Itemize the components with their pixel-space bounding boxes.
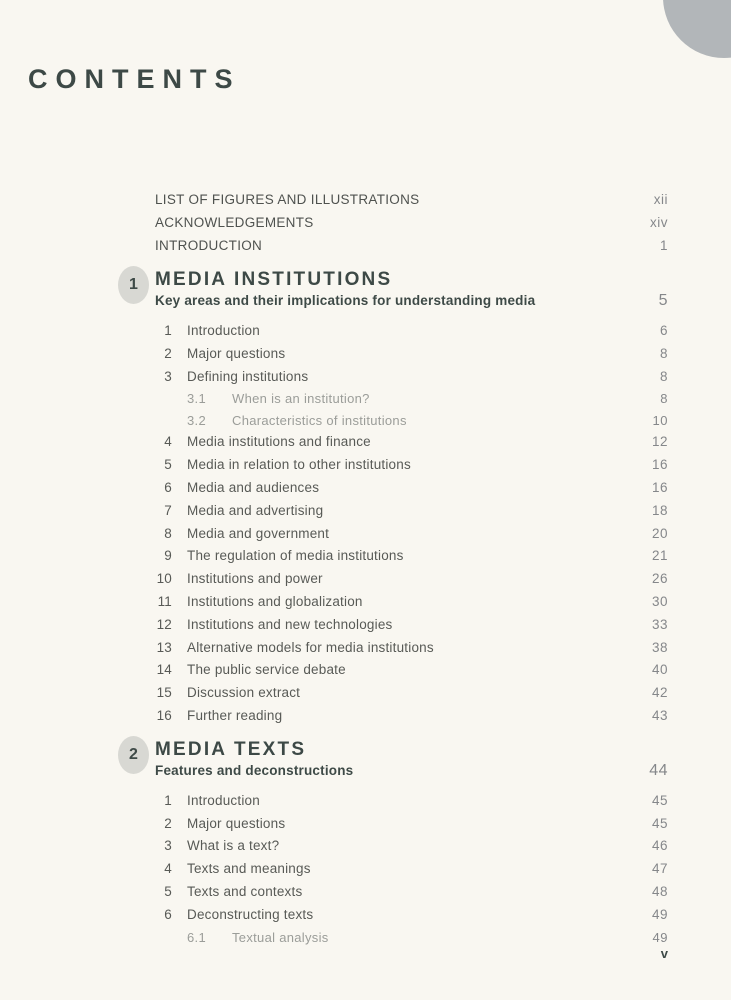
- toc-item-number: 16: [156, 707, 172, 723]
- toc-subitem-number: 3.1: [187, 391, 206, 407]
- toc-subitem-row: [118, 927, 668, 949]
- chapter-subtitle-line: [155, 291, 668, 311]
- chapter-section-1: [118, 266, 668, 728]
- page-number: 8: [660, 391, 668, 407]
- chapter-subtitle-line: [155, 761, 668, 781]
- chapter-1-number-badge: [118, 266, 149, 304]
- toc-item-row: [118, 682, 668, 705]
- chapter-1-item-list: [118, 320, 668, 728]
- toc-item-number: 3: [164, 368, 172, 384]
- toc-item-label: Institutions and new technologies: [187, 616, 393, 632]
- toc-item-row: [118, 637, 668, 660]
- toc-subitem-label: Textual analysis: [232, 929, 329, 945]
- toc-item-row: [118, 568, 668, 591]
- toc-item-label: The public service debate: [187, 662, 346, 678]
- footer-page-number: v: [660, 946, 668, 961]
- front-matter-row: [118, 234, 668, 257]
- toc-item-row: [118, 320, 668, 343]
- page-number: xiv: [650, 215, 668, 230]
- page-number: 40: [651, 662, 668, 678]
- toc-item-number: 8: [164, 525, 172, 541]
- toc-item-row: [118, 835, 668, 858]
- toc-item-label: Introduction: [187, 323, 260, 338]
- front-matter-label: LIST OF FIGURES AND ILLUSTRATIONS: [155, 192, 420, 207]
- chapter-title: MEDIA TEXTS: [155, 738, 307, 760]
- page-number: 30: [651, 593, 668, 609]
- toc-item-row: [118, 500, 668, 523]
- page-number: 49: [652, 929, 668, 945]
- front-matter-label: ACKNOWLEDGEMENTS: [155, 215, 314, 230]
- toc-item-label: The regulation of media institutions: [187, 548, 404, 564]
- page-number: xii: [653, 192, 668, 207]
- toc-subitem-row: [118, 410, 668, 432]
- page-number: 46: [651, 838, 668, 854]
- toc-item-number: 4: [164, 861, 172, 877]
- toc-item-number: 4: [164, 434, 172, 450]
- chapter-page-number: 44: [649, 761, 668, 779]
- page-number: 48: [651, 883, 668, 899]
- toc-subitem-number: 6.1: [187, 929, 206, 945]
- toc-item-number: 10: [156, 571, 172, 587]
- page-number: 42: [651, 685, 668, 701]
- toc-item-row: [118, 881, 668, 904]
- page-number: 16: [651, 479, 668, 495]
- page-number: 47: [651, 861, 668, 877]
- chapter-number: 2: [129, 745, 138, 763]
- page-number: 21: [651, 548, 668, 564]
- toc-subitem-label: Characteristics of institutions: [232, 412, 407, 428]
- page-number: 45: [651, 815, 668, 831]
- toc-item-number: 2: [164, 345, 172, 361]
- toc-item-number: 13: [156, 639, 172, 655]
- chapter-title: MEDIA INSTITUTIONS: [155, 269, 393, 290]
- chapter-page-number: 5: [658, 292, 668, 309]
- page-number: 12: [651, 434, 668, 450]
- page-number: 38: [651, 639, 668, 655]
- toc-item-number: 5: [164, 457, 172, 473]
- page-number: 8: [659, 345, 668, 361]
- toc-item-number: 1: [164, 323, 172, 338]
- toc-item-row: [118, 790, 668, 813]
- page-number: 26: [651, 571, 668, 587]
- chapter-1-heading-text: [155, 266, 668, 311]
- toc-item-row: [118, 705, 668, 728]
- front-matter-list: [118, 188, 668, 257]
- toc-item-row: [118, 813, 668, 836]
- toc-item-label: Institutions and globalization: [187, 593, 363, 609]
- page-number: 18: [651, 502, 668, 518]
- toc-item-number: 3: [164, 838, 172, 854]
- toc-item-number: 6: [164, 479, 172, 495]
- front-matter-label: INTRODUCTION: [155, 238, 263, 253]
- chapter-section-2: [118, 736, 668, 948]
- toc-item-label: Texts and meanings: [187, 861, 311, 877]
- page-number: 10: [652, 412, 668, 428]
- toc-item-label: Media and government: [187, 525, 330, 541]
- front-matter-row: [118, 188, 668, 211]
- toc-item-row: [118, 431, 668, 454]
- toc-item-label: Media institutions and finance: [187, 434, 371, 450]
- chapter-subtitle: Key areas and their implications for understanding media: [155, 293, 536, 308]
- chapter-number: 1: [129, 276, 138, 293]
- page-number: 1: [659, 238, 668, 253]
- toc-item-row: [118, 343, 668, 366]
- toc-item-number: 6: [164, 906, 172, 922]
- page-number: 43: [651, 707, 668, 723]
- page-number: 45: [651, 792, 668, 808]
- toc-item-label: What is a text?: [187, 838, 280, 854]
- chapter-2-item-list: [118, 790, 668, 948]
- toc-item-row: [118, 614, 668, 637]
- chapter-2-header: [118, 736, 668, 781]
- toc-subitem-number: 3.2: [187, 412, 206, 428]
- toc-item-number: 7: [164, 502, 172, 518]
- toc-item-label: Media in relation to other institutions: [187, 457, 411, 473]
- toc-item-number: 12: [156, 616, 172, 632]
- chapter-subtitle: Features and deconstructions: [155, 762, 354, 778]
- toc-item-label: Further reading: [187, 707, 283, 723]
- toc-item-number: 15: [156, 685, 172, 701]
- toc-item-label: Media and audiences: [187, 479, 320, 495]
- toc-item-row: [118, 659, 668, 682]
- toc-item-row: [118, 591, 668, 614]
- chapter-2-heading-text: [155, 736, 668, 781]
- toc-item-number: 11: [157, 593, 172, 609]
- page-number: 49: [651, 906, 668, 922]
- toc-item-row: [118, 477, 668, 500]
- page-number: 6: [659, 323, 668, 338]
- toc-item-row: [118, 523, 668, 546]
- toc-item-label: Texts and contexts: [187, 883, 303, 899]
- toc-item-number: 2: [164, 815, 172, 831]
- toc-item-row: [118, 904, 668, 927]
- toc-item-label: Deconstructing texts: [187, 906, 314, 922]
- toc-item-label: Discussion extract: [187, 685, 301, 701]
- toc-item-label: Major questions: [187, 345, 286, 361]
- page-number: 16: [651, 457, 668, 473]
- toc-item-label: Major questions: [187, 815, 286, 831]
- page-title: CONTENTS: [28, 64, 241, 94]
- toc-item-number: 1: [164, 792, 172, 808]
- toc-item-row: [118, 545, 668, 568]
- toc-subitem-label: When is an institution?: [232, 391, 370, 407]
- page-number: 8: [659, 368, 668, 384]
- toc-item-row: [118, 454, 668, 477]
- toc-item-row: [118, 858, 668, 881]
- toc-item-label: Alternative models for media institutions: [187, 639, 434, 655]
- toc-item-label: Defining institutions: [187, 368, 309, 384]
- chapter-1-header: [118, 266, 668, 311]
- toc-item-label: Media and advertising: [187, 502, 324, 518]
- toc-item-number: 14: [156, 662, 172, 678]
- toc-item-number: 5: [164, 883, 172, 899]
- toc-item-row: [118, 366, 668, 389]
- chapter-2-number-badge: [118, 736, 149, 774]
- page-number: 33: [651, 616, 668, 632]
- table-of-contents: [118, 188, 668, 948]
- toc-subitem-row: [118, 388, 668, 410]
- toc-item-number: 9: [164, 548, 172, 564]
- toc-item-label: Introduction: [187, 792, 260, 808]
- decorative-corner-circle: [663, 0, 731, 58]
- front-matter-row: [118, 211, 668, 234]
- toc-item-label: Institutions and power: [187, 571, 323, 587]
- page-number: 20: [651, 525, 668, 541]
